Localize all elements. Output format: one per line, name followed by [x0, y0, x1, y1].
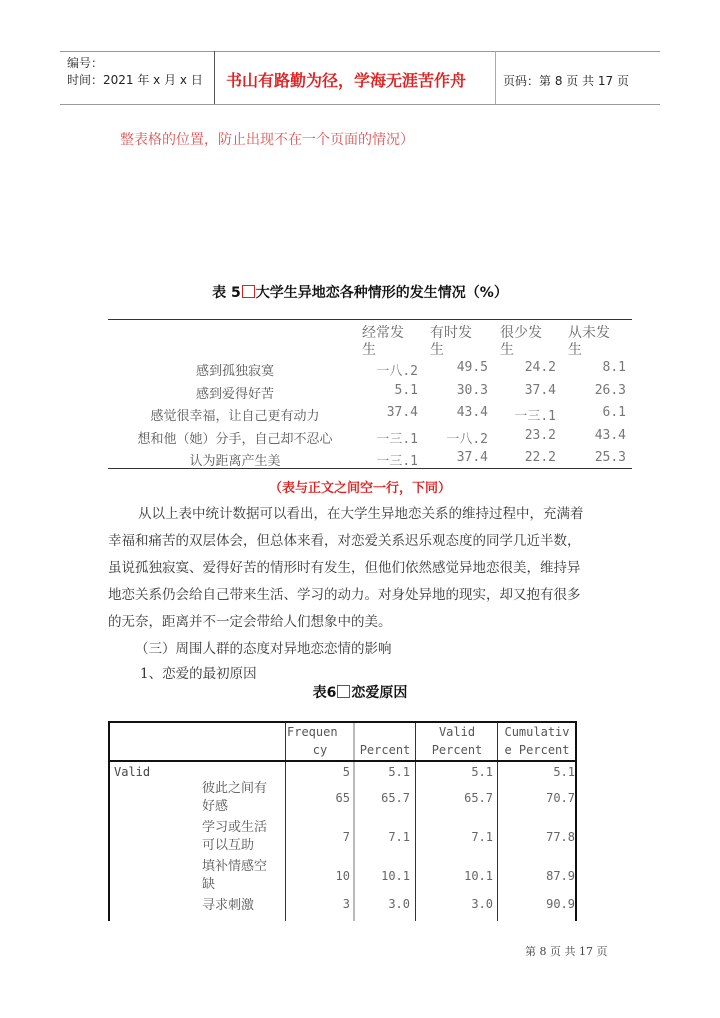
table5-title — [0, 282, 720, 302]
table5-cell: 一三.1 — [376, 432, 418, 447]
table6-cell: 87.9 — [546, 869, 575, 883]
table6-col-header: cy — [312, 743, 328, 757]
table6-cell: 7 — [342, 830, 350, 844]
table5-col-header: 从未发 — [568, 325, 610, 341]
table6-cell: 5.1 — [553, 765, 575, 779]
missing-glyph-box — [337, 685, 350, 698]
table5-cell: 43.4 — [456, 405, 488, 420]
table5-row-label: 认为距离产生美 — [189, 454, 281, 469]
table5-col-header: 生 — [568, 342, 582, 358]
table6-col-header: e Percent — [504, 743, 570, 757]
table6-cell: 65 — [335, 791, 350, 805]
table5-col-header: 经常发 — [362, 325, 404, 341]
table6-cell: 65.7 — [381, 791, 410, 805]
table5-cell: 37.4 — [386, 405, 418, 420]
table5-cell: 23.2 — [524, 428, 556, 443]
paragraph-line: 从以上表中统计数据可以看出，在大学生异地恋关系的维持过程中，充满着 — [138, 506, 584, 522]
table6-cell: 90.9 — [546, 897, 575, 911]
table6-cell: 3.0 — [388, 897, 410, 911]
header-divider — [495, 51, 496, 104]
section-heading: （三）周围人群的态度对异地恋恋情的影响 — [135, 641, 392, 657]
table5-cell: 37.4 — [524, 383, 556, 398]
table6-cell: 7.1 — [471, 830, 493, 844]
table6-row-label: 可以互助 — [202, 838, 255, 853]
table6-col-header: Valid — [438, 725, 476, 739]
table6-col-header: Percent — [359, 743, 411, 757]
table6-header-rule — [110, 760, 575, 762]
table6-cell: 65.7 — [464, 791, 493, 805]
table5-row-label: 感到爱得好苦 — [195, 387, 274, 402]
table5-cell: 37.4 — [456, 450, 488, 465]
table6-col-header: Percent — [431, 743, 483, 757]
table5-cell: 22.2 — [524, 450, 556, 465]
header-bottom-rule — [60, 104, 660, 105]
table6-row-label: 学习或生活 — [202, 820, 268, 835]
table6-cell: 10.1 — [464, 869, 493, 883]
header-page-number: 页码：第 8 页 共 17 页 — [503, 74, 629, 88]
header-number-label: 编号： — [67, 56, 104, 70]
table5-col-header: 很少发 — [500, 325, 542, 341]
table5-title-text: 大学生异地恋各种情形的发生情况（%） — [255, 285, 508, 301]
table5-cell: 一三.1 — [514, 409, 556, 424]
table6-cell: 70.7 — [546, 791, 575, 805]
table5-cell: 一三.1 — [376, 454, 418, 469]
paragraph-line: 幸福和痛苦的双层体会，但总体来看，对恋爱关系迟乐观态度的同学几近半数， — [108, 533, 581, 549]
missing-glyph-box — [242, 285, 255, 298]
table5-cell: 49.5 — [456, 360, 488, 375]
table6-column-border — [497, 723, 498, 921]
table6-column-border — [285, 723, 286, 921]
table5-cell: 8.1 — [602, 360, 626, 375]
header-divider — [214, 51, 215, 104]
table5-cell: 26.3 — [594, 383, 626, 398]
table5-col-header: 有时发 — [430, 325, 472, 341]
table6 — [108, 721, 577, 921]
table5-cell: 30.3 — [456, 383, 488, 398]
table6-cell: 77.8 — [546, 830, 575, 844]
header-top-rule — [60, 51, 660, 52]
table5-top-rule — [108, 319, 632, 320]
table6-row-label: 填补情感空 — [202, 859, 268, 874]
table6-cell: 5 — [342, 765, 350, 779]
table5-col-header: 生 — [362, 342, 376, 358]
table6-cell: 7.1 — [388, 830, 410, 844]
table6-row-label: 彼此之间有 — [202, 781, 268, 796]
table6-row-label: 好感 — [202, 799, 229, 814]
table6-col-header: Frequen — [287, 725, 338, 739]
table6-row-label: 缺 — [202, 877, 216, 892]
table6-title-prefix: 表6 — [312, 685, 337, 701]
header-date: 时间：2021 年 x 月 x 日 — [67, 73, 203, 87]
table5-col-header: 生 — [500, 342, 514, 358]
table5-cell: 5.1 — [394, 383, 418, 398]
table5-row-label: 想和他（她）分手，自己却不忍心 — [137, 432, 333, 447]
header-motto: 书山有路勤为径，学海无涯苦作舟 — [226, 71, 467, 90]
note-top: 整表格的位置，防止出现不在一个页面的情况） — [120, 132, 414, 148]
page-footer: 第 8 页 共 17 页 — [525, 945, 608, 958]
table5-cell: 6.1 — [602, 405, 626, 420]
table5-title-prefix: 表 5 — [212, 285, 241, 301]
paragraph-line: 虽说孤独寂寞、爱得好苦的情形时有发生，但他们依然感觉异地恋很美，维持异 — [108, 560, 581, 576]
table5-row-label: 感觉很幸福，让自己更有动力 — [150, 409, 320, 424]
table6-title-text: 恋爱原因 — [351, 685, 408, 701]
paragraph-line: 的无奈，距离并不一定会带给人们想象中的美。 — [108, 614, 392, 630]
table6-column-border — [415, 723, 416, 921]
table5-cell: 43.4 — [594, 428, 626, 443]
table6-cell: 3 — [342, 897, 350, 911]
table6-cell: 5.1 — [471, 765, 493, 779]
table6-row-label: 寻求刺激 — [202, 898, 255, 913]
table6-group-label: Valid — [114, 765, 151, 779]
subsection-heading: 1、恋爱的最初原因 — [140, 666, 257, 682]
table6-cell: 5.1 — [388, 765, 410, 779]
table5-row-label: 感到孤独寂寞 — [195, 364, 274, 379]
table6-title — [0, 682, 720, 702]
note-mid: （表与正文之间空一行，下同） — [268, 481, 451, 496]
table5-cell: 25.3 — [594, 450, 626, 465]
table5-col-header: 生 — [430, 342, 444, 358]
paragraph-line: 地恋关系仍会给自己带来生活、学习的动力。对身处异地的现实，却又抱有很多 — [108, 587, 581, 603]
table6-col-header: Cumulativ — [504, 725, 570, 739]
table5-cell: 24.2 — [524, 360, 556, 375]
table5-cell: 一八.2 — [446, 432, 488, 447]
table5-cell: 一八.2 — [376, 364, 418, 379]
table6-cell: 3.0 — [471, 897, 493, 911]
table6-cell: 10 — [335, 869, 350, 883]
table6-cell: 10.1 — [381, 869, 410, 883]
